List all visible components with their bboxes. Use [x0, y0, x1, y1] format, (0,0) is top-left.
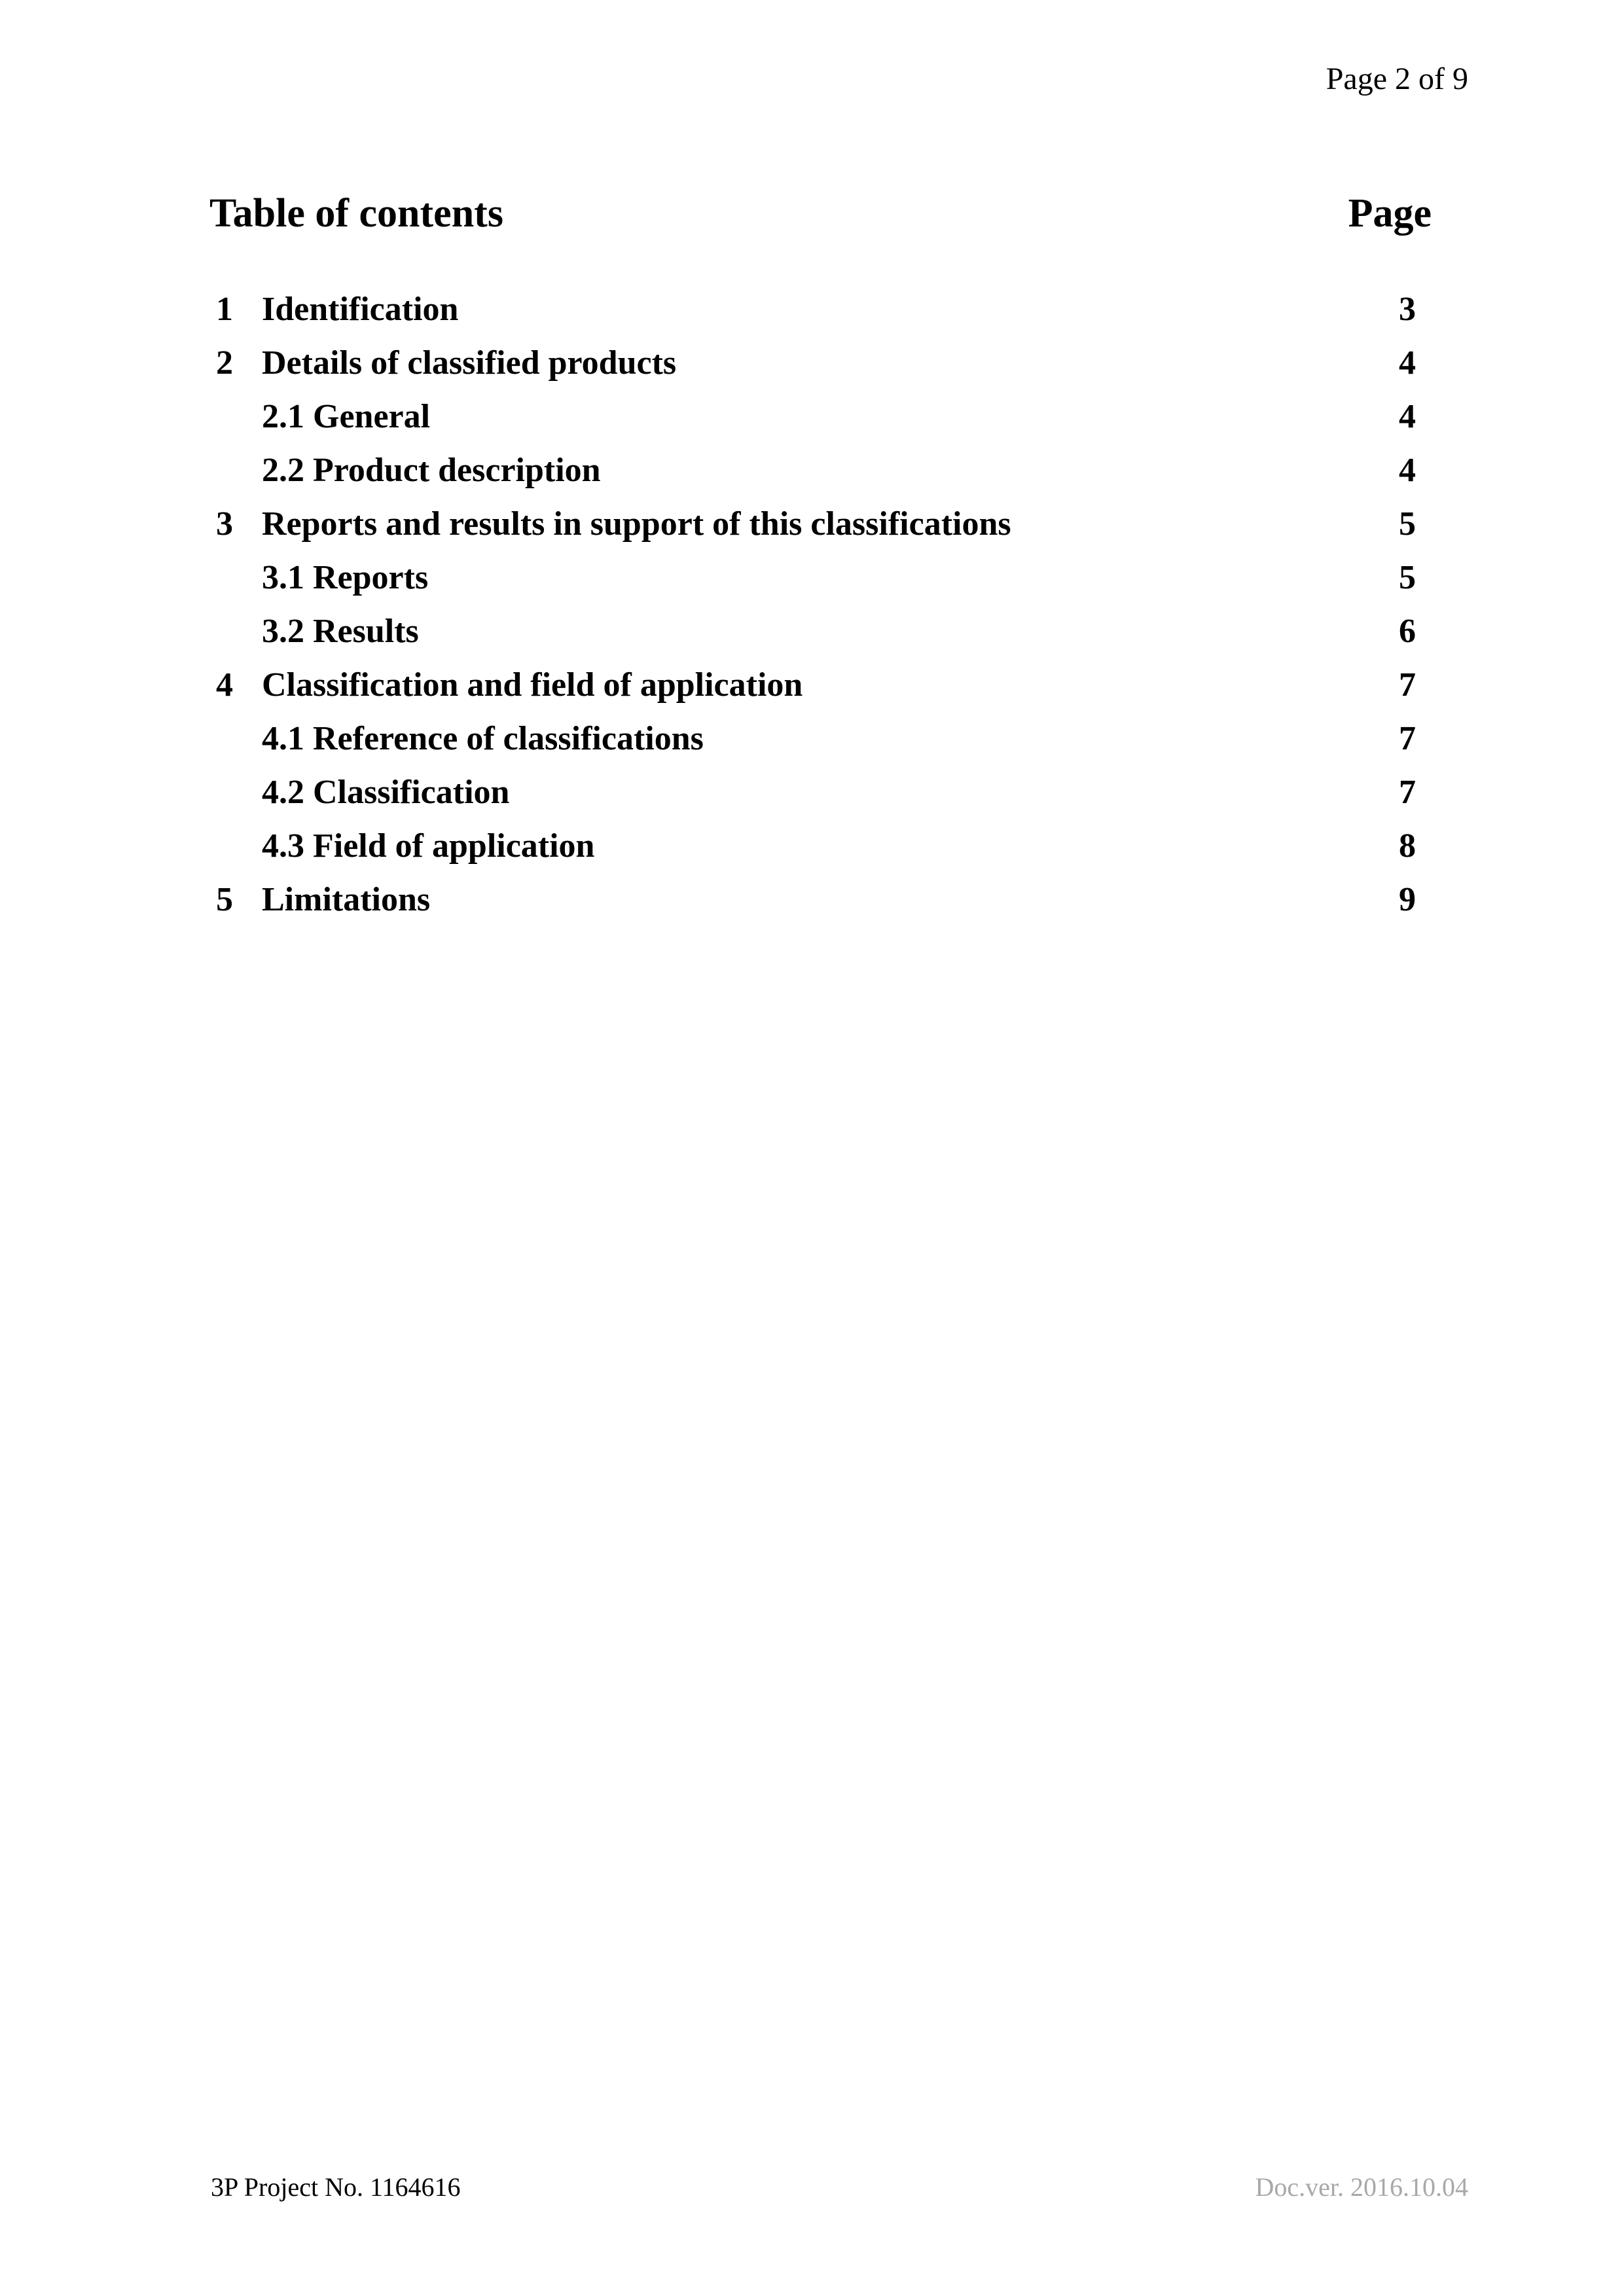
toc-entry	[0, 497, 1624, 551]
toc-subentry-text	[262, 390, 430, 444]
toc-entry-number: 4.3	[262, 827, 304, 865]
toc-entry-label: Reports and results in support of this classifications	[262, 505, 1011, 543]
toc-entry-page: 7	[1399, 720, 1416, 757]
toc-entry-number: 4	[216, 666, 233, 704]
toc-entry-label: Details of classified products	[262, 344, 677, 382]
toc-entry-page: 7	[1399, 666, 1416, 704]
footer-project-number: 3P Project No. 1164616	[211, 2172, 461, 2202]
toc-entry-label: General	[313, 398, 431, 435]
toc-entry	[0, 605, 1624, 658]
toc-entry-number: 2.2	[262, 452, 304, 489]
toc-entry-page: 4	[1399, 452, 1416, 489]
toc-entry-page: 4	[1399, 344, 1416, 382]
toc-entry	[0, 658, 1624, 712]
toc-entry	[0, 819, 1624, 873]
footer-doc-version: Doc.ver. 2016.10.04	[1255, 2172, 1468, 2202]
toc-subentry-text	[262, 551, 428, 605]
toc-entry-number: 3	[216, 505, 233, 543]
toc-entry-page: 5	[1399, 505, 1416, 543]
toc-entry-number: 2.1	[262, 398, 304, 435]
toc-entry	[0, 766, 1624, 819]
toc-entry-label: Limitations	[262, 881, 431, 918]
toc-entry-number: 3.1	[262, 559, 304, 596]
toc-entry-number: 2	[216, 344, 233, 382]
toc-entry-page: 7	[1399, 774, 1416, 811]
toc-entry	[0, 336, 1624, 390]
toc-entry-number: 4.2	[262, 774, 304, 811]
toc-subentry-text	[262, 605, 419, 658]
toc-entry-number: 3.2	[262, 613, 304, 650]
page-column-label: Page	[1348, 191, 1432, 236]
toc-entry-label: Classification and field of application	[262, 666, 803, 704]
toc-subentry-text	[262, 819, 594, 873]
toc-entry	[0, 712, 1624, 766]
toc-subentry-text	[262, 712, 704, 766]
toc-subentry-text	[262, 766, 509, 819]
toc-subentry-text	[262, 444, 601, 497]
toc-entry-label: Results	[313, 613, 419, 650]
toc-entry-label: Classification	[313, 774, 510, 811]
toc-entry-page: 4	[1399, 398, 1416, 435]
toc-entry-label: Identification	[262, 291, 459, 328]
page-indicator: Page 2 of 9	[1326, 62, 1468, 96]
toc-entry-label: Product description	[313, 452, 601, 489]
toc-title: Table of contents	[209, 191, 503, 236]
toc-entry-page: 3	[1399, 291, 1416, 328]
toc-entry	[0, 873, 1624, 927]
toc-entry-number: 1	[216, 291, 233, 328]
toc-entry	[0, 551, 1624, 605]
toc-entry	[0, 283, 1624, 336]
toc-entry-page: 6	[1399, 613, 1416, 650]
toc-entry	[0, 444, 1624, 497]
toc-entry-page: 5	[1399, 559, 1416, 596]
toc-entry-number: 4.1	[262, 720, 304, 757]
toc-entry-label: Field of application	[313, 827, 595, 865]
toc-entry-number: 5	[216, 881, 233, 918]
toc-entry	[0, 390, 1624, 444]
toc-entry-label: Reports	[313, 559, 429, 596]
toc-entry-label: Reference of classifications	[313, 720, 704, 757]
toc-entry-page: 9	[1399, 881, 1416, 918]
toc-entry-page: 8	[1399, 827, 1416, 865]
